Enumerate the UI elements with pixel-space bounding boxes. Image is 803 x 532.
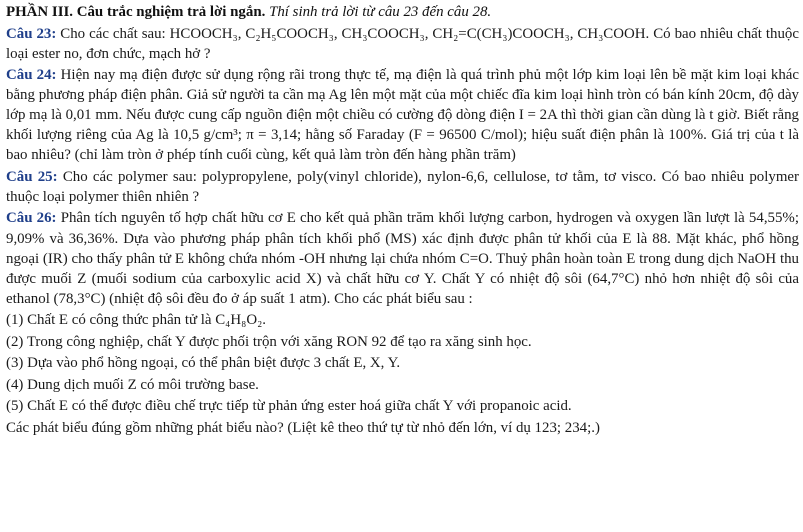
question-26: [6, 208, 799, 308]
question-24: [6, 65, 799, 165]
section-heading: [6, 2, 799, 22]
question-label: Câu 26:: [6, 210, 57, 227]
question-label: Câu 24:: [6, 67, 57, 84]
question-text: Phân tích nguyên tố hợp chất hữu cơ E cho kết quả phần trăm khối lượng carbon, hydrogen và oxygen lần lượt là 54,55%; 9,09% và 36,36%. Dựa vào phương pháp phân tích khối phổ (MS) xác định được phân tử khối của E là 88. Mặt khác, phổ hồng ngoại (IR) cho thấy phân tử E không chứa nhóm -OH nhưng lại chứa nhóm C=O. Thuỷ phân hoàn toàn E trong dung dịch NaOH thu được muối Z (muối sodium của carboxylic acid X) và chất hữu cơ Y. Chất Y có nhiệt độ sôi (64,7°C) nhỏ hơn nhiệt độ sôi của ethanol (78,3°C) (nhiệt độ sôi đều đo ở áp suất 1 atm). Cho các phát biểu sau :: [6, 210, 799, 307]
section-title: PHẦN III. Câu trắc nghiệm trả lời ngắn.: [6, 4, 266, 20]
statement-2: (2) Trong công nghiệp, chất Y được phối trộn với xăng RON 92 để tạo ra xăng sinh học.: [6, 333, 532, 350]
question-text: Cho các chất sau: HCOOCH₃, C₂H₅COOCH₃, CH₃COOCH₃, CH₂=C(CH₃)COOCH₃, CH₃COOH. Có bao nhiêu chất thuộc loại ester no, đơn chức, mạch hở ?: [6, 25, 799, 62]
question-label: Câu 25:: [6, 168, 58, 185]
exam-page: [6, 2, 799, 438]
question-text: Hiện nay mạ điện được sử dụng rộng rãi trong thực tế, mạ điện là quá trình phủ một lớp kim loại lên bề mặt kim loại khác bằng phương pháp điện phân. Giả sử người ta cần mạ Ag lên một mặt của một chiếc đĩa kim loại hình tròn có bán kính 20cm, độ dày lớp mạ là 0,01 mm. Nếu được cung cấp nguồn điện một chiều có cường độ dòng điện I = 2A thì thời gian cần dùng là t giờ. Biết rằng khối lượng riêng của Ag là 10,5 g/cm³; π = 3,14; hằng số Faraday (F = 96500 C/mol); hiệu suất điện phân là 100%. Giá trị của t là bao nhiêu? (chỉ làm tròn ở phép tính cuối cùng, kết quả làm tròn đến hàng phần trăm): [6, 67, 799, 164]
statement-1: (1) Chất E có công thức phân tử là C₄H₈O₂.: [6, 312, 266, 329]
statement-4: (4) Dung dịch muối Z có môi trường base.: [6, 376, 259, 393]
question-23: [6, 24, 799, 64]
statement-5: (5) Chất E có thể được điều chế trực tiếp từ phản ứng ester hoá giữa chất Y với propanoic acid.: [6, 398, 572, 415]
section-note: Thí sinh trả lời từ câu 23 đến câu 28.: [269, 4, 492, 20]
question-26-closing: Các phát biểu đúng gồm những phát biểu nào? (Liệt kê theo thứ tự từ nhỏ đến lớn, ví dụ 123; 234;.): [6, 419, 600, 436]
question-label: Câu 23:: [6, 25, 57, 42]
question-text: Cho các polymer sau: polypropylene, poly(vinyl chloride), nylon-6,6, cellulose, tơ tằm, tơ visco. Có bao nhiêu polymer thuộc loại polymer thiên nhiên ?: [6, 168, 799, 205]
question-25: [6, 167, 799, 207]
statement-3: (3) Dựa vào phổ hồng ngoại, có thể phân biệt được 3 chất E, X, Y.: [6, 355, 401, 372]
